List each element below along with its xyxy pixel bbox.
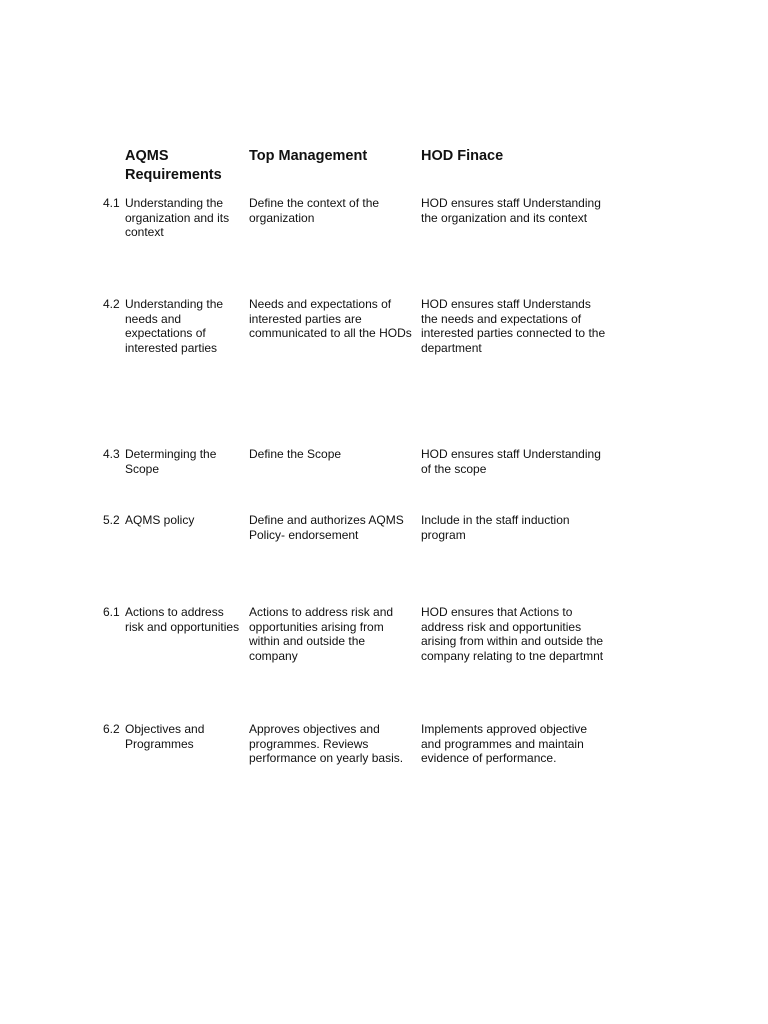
hod-cell: HOD ensures staff Understands the needs and expectations of interested parties connected to the department (421, 297, 606, 355)
requirement-cell: Understanding the organization and its context (125, 196, 230, 240)
requirement-cell: Objectives and Programmes (125, 722, 205, 751)
requirement-cell: Understanding the needs and expectations of interested parties (125, 297, 224, 355)
top-management-cell: Define the Scope (249, 447, 342, 461)
header-hod-finace: HOD Finace (421, 148, 504, 164)
header-top-management: Top Management (249, 148, 368, 164)
header-aqms-requirements: AQMS Requirements (125, 148, 222, 183)
hod-cell: HOD ensures staff Understanding the organization and its context (421, 196, 601, 225)
top-management-cell: Define the context of the organization (249, 196, 380, 225)
clause-number: 4.1 (103, 196, 120, 210)
hod-cell: HOD ensures staff Understanding of the scope (421, 447, 601, 476)
clause-number: 4.3 (103, 447, 120, 461)
hod-cell: Implements approved objective and programmes and maintain evidence of performance. (421, 722, 588, 766)
hod-cell: Include in the staff induction program (421, 513, 570, 542)
clause-number: 4.2 (103, 297, 120, 311)
top-management-cell: Define and authorizes AQMS Policy- endorsement (249, 513, 404, 542)
top-management-cell: Approves objectives and programmes. Reviews performance on yearly basis. (249, 722, 404, 766)
requirement-cell: Actions to address risk and opportunities (125, 605, 240, 634)
hod-cell: HOD ensures that Actions to address risk and opportunities arising from within and outside the company relating to tne departmnt (421, 605, 604, 663)
clause-number: 6.1 (103, 605, 120, 619)
clause-number: 6.2 (103, 722, 120, 736)
top-management-cell: Needs and expectations of interested parties are communicated to all the HODs (249, 297, 412, 341)
requirement-cell: Determinging the Scope (125, 447, 217, 476)
clause-number: 5.2 (103, 513, 120, 527)
top-management-cell: Actions to address risk and opportunities arising from within and outside the company (249, 605, 394, 663)
requirement-cell: AQMS policy (125, 513, 195, 527)
